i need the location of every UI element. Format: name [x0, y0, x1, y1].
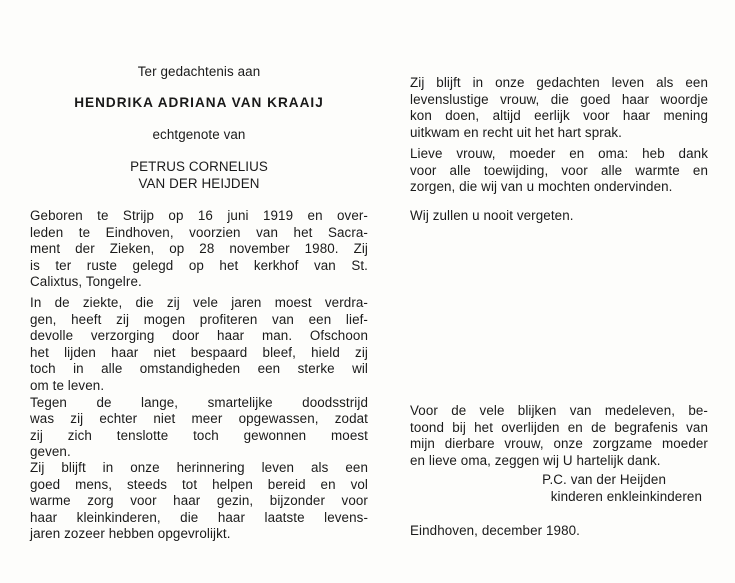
text-line: devolle verzorging door haar man. Ofschoon: [30, 328, 368, 344]
spouse-name-line: PETRUS CORNELIUS: [130, 159, 268, 174]
signature-block: [410, 472, 702, 505]
text-line: uitkwam en recht uit het hart sprak.: [410, 124, 622, 140]
text-line: is ter ruste gelegd op het kerkhof van St.: [30, 257, 368, 273]
farewell-line: Wij zullen u nooit vergeten.: [410, 208, 574, 223]
memory-paragraph: [30, 460, 368, 543]
remembrance-paragraph: [410, 75, 708, 141]
text-line: gen, heeft zij mogen profiteren van een lief-: [30, 311, 368, 327]
text-line: was zij echter niet meer opgewassen, zodat: [30, 411, 368, 427]
text-line: Geboren te Strijp op 16 juni 1919 en over-: [30, 208, 368, 223]
signature-family: kinderen enkleinkinderen: [550, 488, 702, 504]
text-line: om te leven.: [30, 377, 105, 393]
biography-paragraph: [30, 208, 368, 291]
text-line: ment der Zieken, op 28 november 1980. Zij: [30, 241, 368, 257]
text-line: haar kleinkinderen, die haar laatste levens-: [30, 509, 368, 525]
spouse-name-line: VAN DER HEIJDEN: [138, 176, 260, 191]
text-line: leden te Eindhoven, voorzien van het Sacra-: [30, 224, 368, 240]
text-line: geven.: [30, 444, 71, 460]
text-line: Tegen de lange, smartelijke doodsstrijd: [30, 394, 368, 410]
text-line: Voor de vele blijken van medeleven, be-: [410, 403, 708, 418]
text-line: Zij blijft in onze herinnering leven als een: [30, 460, 368, 475]
place-date: Eindhoven, december 1980.: [410, 523, 581, 538]
deceased-name: HENDRIKA ADRIANA VAN KRAAIJ: [74, 95, 324, 110]
spouse-name: [30, 158, 368, 192]
text-line: levenslustige vrouw, die goed haar woordje: [410, 91, 708, 107]
text-line: Zij blijft in onze gedachten leven als een: [410, 75, 708, 90]
text-line: goed mens, steeds tot helpen bereid en vol: [30, 476, 368, 492]
illness-paragraph: [30, 295, 368, 461]
spouse-of-text: echtgenote van: [152, 127, 246, 142]
gratitude-paragraph: [410, 146, 708, 196]
text-line: In de ziekte, die zij vele jaren moest verdra-: [30, 295, 368, 310]
text-line: Lieve vrouw, moeder en oma: heb dank: [410, 146, 708, 161]
text-line: het lijden haar niet bespaard bleef, hield zij: [30, 344, 368, 360]
signature-name: P.C. van der Heijden: [542, 472, 666, 487]
text-line: jaren zozeer hebben opgevrolijkt.: [30, 526, 231, 542]
thanks-paragraph: [410, 403, 708, 469]
text-line: en lieve oma, zeggen wij U hartelijk dank.: [410, 452, 661, 468]
text-line: kon doen, altijd eerlijk voor haar mening: [410, 108, 708, 124]
text-line: mijn dierbare vrouw, onze zorgzame moeder: [410, 436, 708, 452]
text-line: zij zich tenslotte toch gewonnen moest: [30, 427, 368, 443]
text-line: voor alle toewijding, voor alle warmte en: [410, 162, 708, 178]
text-line: toch in alle omstandigheden een sterke wil: [30, 361, 368, 377]
text-line: zorgen, die wij van u mochten ondervinden.: [410, 179, 673, 195]
intro-text: Ter gedachtenis aan: [137, 64, 261, 79]
text-line: Calixtus, Tongelre.: [30, 274, 142, 290]
text-line: warme zorg voor haar gezin, bijzonder voor: [30, 493, 368, 509]
text-line: toond bij het overlijden en de begrafenis van: [410, 419, 708, 435]
